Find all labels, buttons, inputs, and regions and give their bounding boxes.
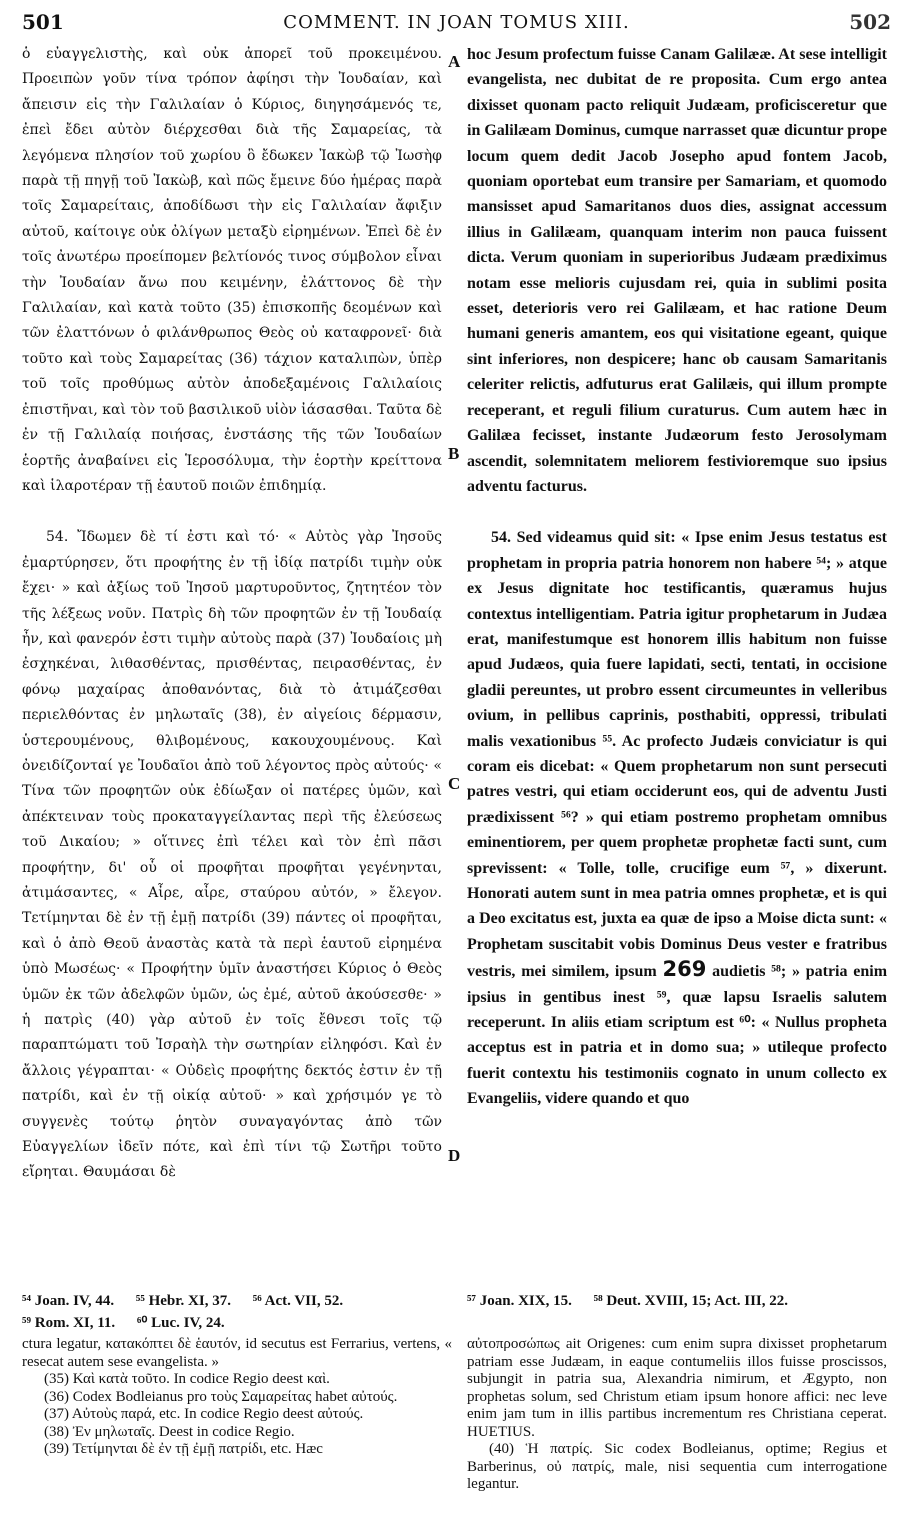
footnotes-right (467, 1290, 887, 1312)
running-title: COMMENT. IN JOAN TOMUS XIII. (283, 12, 630, 33)
column-number-marker: 269 (662, 957, 707, 982)
greek-paragraph-2: 54. Ἴδωμεν δὲ τί ἐστι καὶ τό· « Αὐτὸς γὰρ Ἰησοῦς ἐμαρτύρησεν, ὅτι προφήτης ἐν τῇ ἰδίᾳ πατρίδι τιμὴν οὐκ ἔχει· » καὶ ἀξίως τοῦ Ἰησοῦ μαρτυροῦντος, ζητητέον τὸν τῆς λέξεως νοῦν. Πατρὶς δὴ τῶν προφητῶν ἐν τῇ Ἰουδαίᾳ ἦν, καὶ φανερόν ἐστι τιμὴν αὐτοὺς παρὰ (37) Ἰουδαίοις μὴ ἐσχηκέναι, λιθασθέντας, πρισθέντας, πειρασθέντας, ἐν φόνῳ μαχαίρας ἀποθανόντας, διὰ τὸ ἀτιμάζεσθαι περιελθόντας ἐν μηλωταῖς (38), ἐν αἰγείοις δέρμασιν, ὑστερουμένους, θλιβομένους, κακουχουμένους. Καὶ ὀνειδίζονταί γε Ἰουδαῖοι ἀπὸ τοῦ λέγοντος πρὸς αὐτούς· « Τίνα τῶν προφητῶν οὐκ ἐδίωξαν οἱ πατέρες ὑμῶν, καὶ ἀπέκτειναν τοὺς προκαταγγείλαντας περὶ τῆς ἐλεύσεως τοῦ Δικαίου; » οἵτινες ἐπὶ τέλει καὶ τὸν ἐπὶ πᾶσι προφήτην, δι' οὗ οἱ προφῆται προφῆται γεγένηνται, ἀτιμάσαντες, « Αἶρε, αἶρε, σταύρου αὐτόν, » ἔλεγον. Τετίμηνται δὲ ἐν τῇ ἐμῇ πατρίδι (39) πάντες οἱ προφῆται, καὶ ὁ ἀπὸ Θεοῦ ἀναστὰς κατὰ τὰ περὶ ἑαυτοῦ εἰρημένα ὑπὸ Μωσέως· « Προφήτην ὑμῖν ἀναστήσει Κύριος ὁ Θεὸς ὑμῶν ἐκ τῶν ἀδελφῶν ὑμῶν, ὡς ἐμέ, αὐτοῦ ἀκούσεσθε· » ἡ πατρὶς (40) γὰρ αὐτοῦ ἐν τοῖς ἔθνεσι τοῖς τῷ παραπτώματι τοῦ Ἰσραὴλ τὴν σωτηρίαν εἰληφόσι. Καὶ ἐν ἄλλοις γέγραπται· « Οὐδεὶς προφήτης δεκτός ἐστιν ἐν τῇ πατρίδι, καὶ ἐν τῇ οἰκίᾳ αὐτοῦ· » καὶ χρήσιμόν γε τὸ συγγενὲς τούτῳ ῥητὸν συναγαγόντας ἀπὸ τῶν Εὐαγγελίων ἰδεῖν πότε, καὶ ἐπὶ τίνι τῷ Σωτῆρι τοῦτο εἴρηται. Θαυμάσαι δὲ (22, 529, 442, 1181)
latin-paragraph-1: hoc Jesum profectum fuisse Canam Galilææ. At sese intelligit evangelista, nec dubitat de re proposita. Cum ergo antea dixisset quonam pacto reliquit Judæam, proficisceretur que in Galilæam Dominus, cumque narrasset quæ dicuntur prope locum quem dedit Jacob Josepho apud fontem Jacob, quoniam oportebat eum transire per Samariam, et quomodo mansisset apud Samaritanos duos dies, assignat accessum illius in Galilæam, quanquam interim non pauca fuissent dicta. Verum quoniam in superioribus Judæam prædiximus notam esse melioris cujusdam rei, quia in sublimi posita esset, deterioris vero rei Galilæam, et hac ratione Deum humani generis amantem, eos qui visitatione egeant, quique sint inferiores, non despicere; hanc ob causam Samaritanis celeriter relictis, adfuturus erat Galilæis, qui illum prompte receperant, et reguli filium curaturus. Cum autem hæc in Galilæa fecisset, instante Judæorum festo Jerosolymam ascendit, solemnitatem meliorem festivioremque suo ipsius adventu facturus. (467, 46, 887, 495)
footnote-57: ⁵⁷ Joan. XIX, 15. (467, 1293, 572, 1309)
note-39-continued: αὐτοπροσώπως ait Origenes: cum enim supra dixisset prophetarum patriam esse Judæam, in eaque contumeliis illos fuisse proscissos, subjungit in patria sua, Alexandria nimirum, et Ægypto, non prophetas solum, sed Christum etiam ipsum honore affici: nec leve enim jam tum in illis partibus incrementum res Christiana ceperat. HUETIUS. (467, 1336, 887, 1440)
running-header (22, 6, 891, 36)
margin-letter-b: B (448, 444, 460, 463)
footnote-60: ⁶⁰ Luc. IV, 24. (136, 1315, 225, 1331)
margin-letter-a: A (448, 52, 461, 71)
footnote-56: ⁵⁶ Act. VII, 52. (252, 1293, 344, 1309)
note-35: (35) Καὶ κατὰ τοῦτο. In codice Regio deest καὶ. (44, 1371, 330, 1387)
note-continuation: ctura legatur, κατακόπτει δὲ ἑαυτόν, id secutus est Ferrarius, vertens, « resecat autem sese evangelista. » (22, 1336, 452, 1370)
footnotes-left (22, 1290, 452, 1334)
page-number-right: 502 (849, 10, 891, 34)
editor-notes-right (467, 1336, 887, 1494)
latin-paragraph-2a: 54. Sed videamus quid sit: « Ipse enim Jesus testatus est prophetam in propria patria honorem non habere ⁵⁴; » atque ex Jesus dignitate hoc testificantis, quæramus hujus contextus intelligentiam. Patria igitur prophetarum in Judæa erat, manifestumque est honorem illis habitum non fuisse apud Judæos, quia fuere lapidati, secti, tentati, in occisione gladii pereuntes, ut probro essent circumeuntes in velleribus ovium, in pellibus caprinis, posthabiti, oppressi, tribulati malis vexationibus ⁵⁵. Ac profecto Judæis conviciatur is qui coram eis dicebat: « Quem prophetarum non sunt persecuti patres vestri, qui etiam occiderunt eos, qui de adventu Justi prædixissent ⁵⁶? » qui etiam postremo prophetam omnibus eminentiorem, per quem prophetæ prophetæ facti sunt, cum sprevissent: « Tolle, tolle, crucifige eum ⁵⁷, » dixerunt. Honorati autem sunt in mea patria omnes prophetæ, et is qui a Deo excitatus est, juxta ea quæ de ipso a Moise dicta sunt: « Prophetam suscitabit vobis Dominus Deus vester e fratribus vestris, mei similem, ipsum (467, 529, 887, 981)
note-38: (38) Ἐν μηλωταῖς. Deest in codice Regio. (44, 1423, 295, 1440)
page-number-left: 501 (22, 10, 64, 34)
latin-paragraph-2b: audietis ⁵⁸; » patria enim ipsius in gentibus inest ⁵⁹, quæ lapsu Israelis salutem receperunt. In aliis etiam scriptum est ⁶⁰: « Nullus propheta acceptus est in patria et in domo sua; » utileque profecto fuerit contextu his testimoniis cognato in unum collecto ex Evangeliis, videre quando et quo (467, 963, 888, 1108)
note-39: (39) Τετίμηνται δὲ ἐν τῇ ἐμῇ πατρίδι, etc. Hæc (44, 1441, 323, 1457)
margin-letter-d: D (448, 1146, 461, 1165)
greek-paragraph-1: ὁ εὐαγγελιστὴς, καὶ οὐκ ἀπορεῖ τοῦ προκειμένου. Προειπὼν γοῦν τίνα τρόπον ἀφίησι τὴν Ἰουδαίαν, καὶ ἄπεισιν εἰς τὴν Γαλιλαίαν ὁ Κύριος, διηγησάμενός τε, ἐπεὶ ἔδει αὐτὸν διέρχεσθαι διὰ τῆς Σαμαρείας, τὰ λεγόμενα πλησίον τοῦ χωρίου ὃ ἔδωκεν Ἰακὼβ τῷ Ἰωσὴφ παρὰ τῇ πηγῇ τοῦ Ἰακὼβ, καὶ πῶς ἔμεινε δύο ἡμέρας παρὰ τοῖς Σαμαρείταις, ἀποδίδωσι τὴν εἰς Γαλιλαίαν ἄφιξιν αὐτοῦ, καίτοιγε οὐκ ὀλίγων μεταξὺ εἰρημένων. Ἐπεὶ δὲ ἐν τοῖς ἀνωτέρω προείπομεν βελτίονός τινος σύμβολον εἶναι τὴν Ἰουδαίαν ἄνω που κειμένην, ἐλάττονος δὲ τὴν Γαλιλαίαν, καὶ κατὰ τοῦτο (35) ἐπισκοπῆς δεομένων καὶ τῶν ἐλαττόνων ὁ φιλάνθρωπος Θεὸς οὐ καταφρονεῖ· διὰ τοῦτο καὶ τοὺς Σαμαρείτας (36) τάχιον καταλιπὼν, ὑπὲρ τοῦ τοῖς προθύμως αὐτὸν ἀποδεξαμένοις Γαλιλαίοις ἐπιστῆναι, καὶ τὸν τοῦ βασιλικοῦ υἱὸν ἰάσασθαι. Ταῦτα δὲ ἐν τῇ Γαλιλαίᾳ ποιήσας, ἐνστάσης τῆς τῶν Ἰουδαίων ἑορτῆς ἀναβαίνει εἰς Ἱεροσόλυμα, τὴν ἑορτὴν κρείττονα καὶ ἱλαροτέραν τῇ ἑαυτοῦ ποιῶν ἐπιδημίᾳ. (22, 46, 442, 494)
latin-paragraph-2 (467, 525, 887, 1111)
footnote-54: ⁵⁴ Joan. IV, 44. (22, 1293, 115, 1309)
latin-column (467, 42, 887, 1112)
note-36: (36) Codex Bodleianus pro τοὺς Σαμαρείτας habet αὐτούς. (44, 1388, 398, 1405)
footnote-59: ⁵⁹ Rom. XI, 11. (22, 1315, 116, 1331)
greek-column (22, 42, 442, 1186)
note-37: (37) Αὐτοὺς παρά, etc. In codice Regio deest αὐτούς. (44, 1406, 364, 1422)
margin-letter-c: C (448, 774, 461, 793)
footnote-58: ⁵⁸ Deut. XVIII, 15; Act. III, 22. (593, 1293, 789, 1309)
footnote-55: ⁵⁵ Hebr. XI, 37. (135, 1293, 231, 1309)
note-40: (40) Ἡ πατρίς. Sic codex Bodleianus, optime; Regius et Barberinus, οὐ πατρίς, male, nisi sequentia cum interrogatione legantur. (467, 1441, 887, 1492)
editor-notes-left (22, 1336, 452, 1459)
